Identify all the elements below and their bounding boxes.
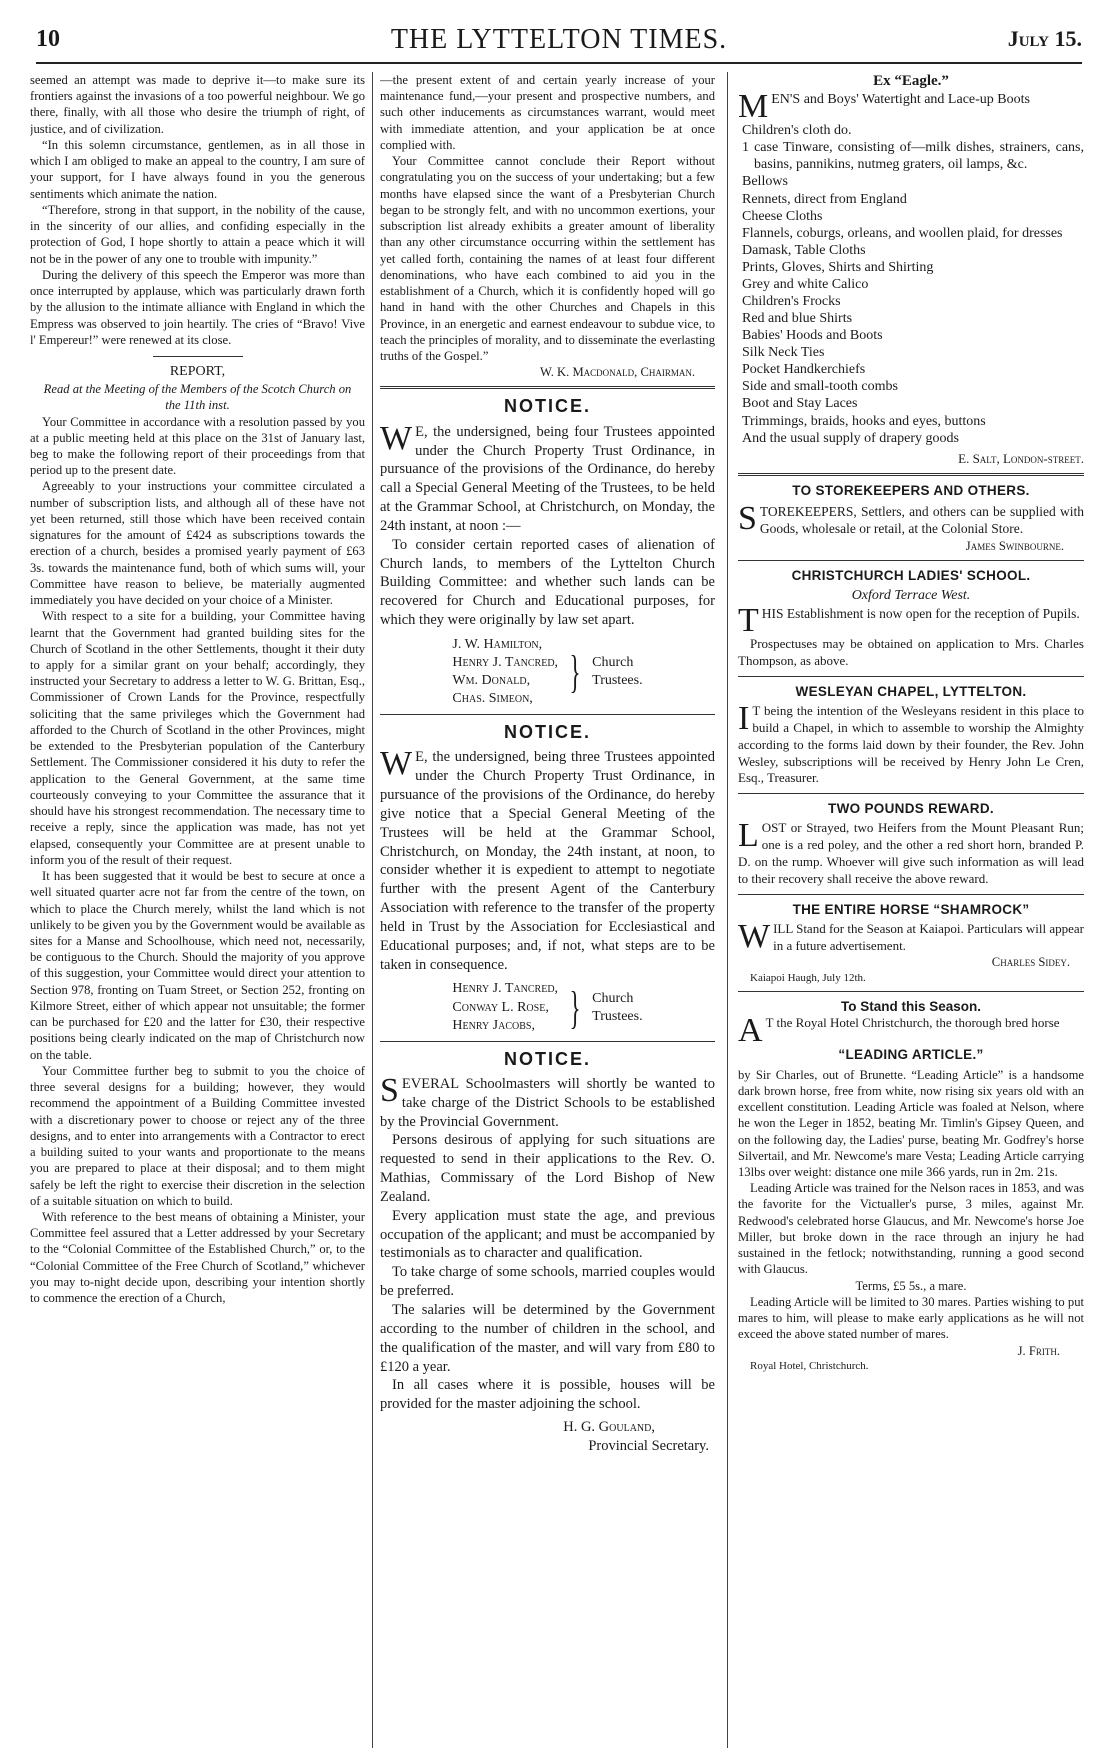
notice-body: E, the undersigned, being four Trustees appointed under the Church Property Trust Ordinance, in pursuance of the provisions of the Ordinance, do hereby call a Special General Meeting of the Trustees, to be held at the Grammar School, at Christchurch, on Monday, the 24th instant, at noon :— (380, 423, 715, 534)
signer-role: Church (592, 655, 634, 670)
report-signature: W. K. Macdonald, Chairman. (540, 365, 695, 380)
ad-body: T being the intention of the Wesleyans resident in this place to build a Chapel, in which to assemble to worship the Almighty according to the forms laid down by their founder, the Rev. John Wesley, subscriptions will be received by Henry John Le Cren, Esq., Treasurer. (738, 703, 1084, 786)
ad-signer: James Swinbourne. (965, 538, 1064, 553)
drop-cap: A (738, 1012, 763, 1050)
drop-cap: W (380, 745, 413, 783)
ad-body: ILL Stand for the Season at Kaiapoi. Particulars will appear in a future advertisement. (773, 920, 1084, 953)
divider (153, 356, 243, 357)
notice-body: E, the undersigned, being three Trustees appointed under the Church Property Trust Ordinance, in pursuance of the provisions of the Ordinance, do hereby give notice that a Special General Meeting of the Trustees will be held at the Grammar School, Christchurch, on Monday, the 24th instant, at noon, to consider whether it is expedient to attempt to negotiate further with the present Agent of the Canterbury Association with reference to the transfer of the property held in Trust by the Association for Ecclesiastical and Educational purposes; and, if not, what steps are to be taken in consequence. (380, 749, 715, 973)
column-rule (727, 72, 728, 1748)
ad-paragraph: Leading Article will be limited to 30 mares. Parties wishing to put mares to him, will please to make early applications as he will not exceed the above stated number of mares. (738, 1294, 1084, 1342)
ad-wesleyan-chapel (738, 683, 1084, 787)
notice-paragraph: The salaries will be determined by the Government according to the number of children in the school, and the qualification of the master, and will vary from £80 to £120 a year. (380, 1301, 715, 1375)
ad-signer: J. Frith. (1017, 1343, 1060, 1358)
brace: } (569, 981, 581, 1033)
list-item: Cheese Cloths (742, 208, 823, 224)
list-item: Prints, Gloves, Shirts and Shirting (742, 259, 934, 275)
notice-trustees-three (380, 721, 715, 1034)
divider (738, 676, 1084, 677)
notice-paragraph: To take charge of some schools, married couples would be preferred. (380, 1264, 715, 1300)
drop-cap: I (738, 700, 750, 738)
issue-date: July 15. (1007, 26, 1082, 51)
column-1 (30, 72, 365, 1748)
signer-role: Trustees. (592, 1008, 643, 1024)
list-item: Children's cloth do. (742, 123, 852, 139)
ad-place: Royal Hotel, Christchurch. (750, 1359, 869, 1372)
ad-paragraph: Leading Article was trained for the Nelson races in 1853, and was the favorite for the Victualler's purse, 3 miles, against Mr. Redwood's celebrated horse Glaucus, and Mr. Newcome's horse Joe Miller, but broke down in the race through an injury he had sustained in the fetlock; notwithstanding, running a good second with Glaucus. (738, 1181, 1084, 1277)
signer-name: Wm. Donald, (452, 673, 531, 689)
notice-heading: NOTICE. (503, 1048, 591, 1069)
ad-intro: T the Royal Hotel Christchurch, the thorough bred horse (765, 1015, 1060, 1031)
list-item: Bellows (742, 174, 788, 190)
signer-name: Henry J. Tancred, (452, 981, 559, 997)
report-paragraph: Your Committee in accordance with a resolution passed by you at a public meeting held at this place on the 31st of January last, beg to make the following report of their proceedings from that period up to the present date. (30, 414, 365, 478)
ad-heading: CHRISTCHURCH LADIES' SCHOOL. (791, 567, 1031, 583)
speech-paragraph: seemed an attempt was made to deprive it—to make sure its frontiers against the invasions of a too powerful neighbour. We go there, finally, with all those who desire the triumph of right, of justice, and of civilization. (30, 73, 365, 136)
ad-heading: WESLEYAN CHAPEL, LYTTELTON. (795, 683, 1027, 699)
brace: } (569, 646, 581, 698)
ad-terms: Terms, £5 5s., a mare. (855, 1278, 967, 1293)
signer-name: H. G. Gouland, (563, 1419, 655, 1436)
signer-name: Chas. Simeon, (452, 691, 533, 707)
report-paragraph: With respect to a site for a building, your Committee having learnt that the Government had granted building sites for the Church of Scotland in the other Settlements, thought it their duty to apply for a similar grant on your behalf; accordingly, they instructed your Secretary to address a letter to W. G. Brittan, Esq., Commissioner of Crown Lands for the Province, respectfully soliciting that the same privileges which the Government had afforded to the Church of Scotland in the other Provinces, might be extended to the Presbyterian population of the Canterbury Settlement. The Commissioner considered it his duty to refer the application to the General Government, at the same time courteously conveying to your Committee the assurance that it should have his strongest recommendation. The necessary time to receive a reply, since the application was made, has not yet elapsed, consequently your Committee are at present unable to inform you of the result of their request. (30, 609, 365, 867)
report-paragraph: —the present extent of and certain yearly increase of your maintenance fund,—your present and prospective numbers, and such other inducements as circumstances warrant, would meet with immediate attention, and your application be at once complied with. (380, 73, 715, 152)
ad-signer: Charles Sidey. (991, 955, 1070, 970)
divider (738, 991, 1084, 992)
list-item: And the usual supply of drapery goods (742, 430, 959, 446)
ad-heading: To Stand this Season. (840, 998, 982, 1014)
signer-name: J. W. Hamilton, (452, 636, 543, 652)
page-number: 10 (36, 26, 60, 52)
speech-paragraph: “In this solemn circumstance, gentlemen, as in all those in which I am obliged to make an appeal to the country, I am sure of your support, for I have always found in you the generous sentiments which animate the nation. (30, 137, 365, 201)
drop-cap: S (380, 1071, 399, 1109)
signer-role: Trustees. (592, 673, 643, 689)
ad-body: OST or Strayed, two Heifers from the Mount Pleasant Run; one is a red poley, and the other a red short horn, branded P. D. on the rump. Whoever will give such information as will lead to their recovery shall receive the above reward. (738, 820, 1084, 886)
masthead (36, 22, 1082, 64)
notice-heading: NOTICE. (503, 722, 591, 743)
divider (380, 1041, 715, 1042)
ad-heading: TO STOREKEEPERS AND OTHERS. (792, 483, 1030, 499)
ad-heading: Ex “Eagle.” (873, 73, 949, 89)
drop-cap: W (380, 419, 413, 457)
ad-place: Kaiapoi Haugh, July 12th. (750, 971, 866, 984)
signer-name: Henry J. Tancred, (452, 655, 559, 670)
notice-heading: NOTICE. (503, 396, 591, 417)
ad-reward (738, 800, 1084, 887)
divider (738, 473, 1084, 476)
list-item: Damask, Table Cloths (742, 242, 866, 258)
ad-heading: THE ENTIRE HORSE “SHAMROCK” (792, 901, 1030, 917)
report-paragraph: Agreeably to your instructions your committee circulated a number of subscription lists, and although all of these have not yet been returned, still those which have been received contain signatures for the amount of £424 as subscriptions towards the erection of a church, besides a promised yearly payment of £63 3s. towards the maintenance fund, both of which sums will, your Committee have reason to believe, be materially augmented immediately you have decided on your choice of a Minister. (30, 479, 365, 608)
ad-body: Prospectuses may be obtained on application to Mrs. Charles Thompson, as above. (738, 636, 1084, 669)
column-3 (738, 72, 1084, 1748)
list-item: 1 case Tinware, consisting of—milk dishes, strainers, cans, basins, pannikins, nutmeg graters, oil lamps, &c. (742, 140, 1084, 173)
ad-first-item: EN'S and Boys' Watertight and Lace-up Boots (771, 92, 1030, 108)
list-item: Boot and Stay Laces (742, 396, 858, 412)
ad-body: HIS Establishment is now open for the reception of Pupils. (761, 606, 1080, 622)
list-item: Children's Frocks (742, 294, 841, 310)
divider (738, 560, 1084, 561)
column-rule (372, 72, 373, 1748)
ad-leading-article (738, 998, 1084, 1373)
list-item: Red and blue Shirts (742, 311, 853, 327)
speech-paragraph: “Therefore, strong in that support, in the nobility of the cause, in the sincerity of our allies, and confiding especially in the protection of God, I hope shortly to attain a peace which it will not be in the power of any one to trouble with impunity.” (30, 202, 365, 266)
report-paragraph: It has been suggested that it would be best to secure at once a well situated quarter acre not far from the centre of the town, on which to place the Church merely, whilst the land which is not unlikely to be given you by the Government would be available as sites for a Manse and Schoolhouse, which need not, necessarily, be contiguous to the Church. Should the majority of you approve of this suggestion, your Committee would direct your attention to Section 978, fronting on Tuam Street, or Section 252, fronting on Kilmore Street, either of which appear not unsuitable; the former can be purchased for £20 and the latter for £30, their respective positions being clearly indicated on the map of Christchurch now on the table. (30, 869, 365, 1062)
speech-paragraph: During the delivery of this speech the Emperor was more than once interrupted by applause, which was particularly drawn forth by the allusion to the intimate alliance with England in which the Empress was observed to join heartily. The cries of “Bravo! Vive l' Empereur!” were renewed at its close. (30, 267, 365, 347)
divider (380, 714, 715, 715)
list-item: Grey and white Calico (742, 276, 869, 292)
notice-body: EVERAL Schoolmasters will shortly be wanted to take charge of the District Schools to be established by the Provincial Government. (380, 1075, 715, 1130)
ad-shamrock (738, 901, 1084, 985)
drop-cap: M (738, 88, 769, 126)
list-item: Trimmings, braids, hooks and eyes, buttons (742, 413, 986, 429)
ad-storekeepers (738, 482, 1084, 553)
list-item: Pocket Handkerchiefs (742, 362, 866, 378)
notice-paragraph: Every application must state the age, and previous occupation of the applicant; and must be accompanied by testimonials as to character and qualification. (380, 1207, 715, 1262)
signer-name: Henry Jacobs, (452, 1017, 535, 1033)
divider (380, 386, 715, 389)
notice-paragraph: Persons desirous of applying for such situations are requested to send in their applications to the Rev. O. Mathias, Commissary of the Lord Bishop of New Zealand. (380, 1132, 715, 1205)
list-item: Side and small-tooth combs (742, 379, 898, 395)
signer-role: Provincial Secretary. (588, 1437, 709, 1454)
divider (738, 793, 1084, 794)
signer-role: Church (592, 990, 634, 1006)
report-paragraph: Your Committee cannot conclude their Report without congratulating you on the success of your undertaking; but a few months have elapsed since the want of a Presbyterian Church began to be strongly felt, and with no uncommon exertions, your subscription list already exhibits a greater amount of liberality than any other circumstance occurring within the settlement has yet called forth, containing the names of at least four different denominations, who have each combined to aid you in the establishment of a Church, which it is confidently hoped will go hand in hand with the other Churches and Chapels in this Province, in an energetic and earnest endeavour to subdue vice, to teach the principles of morality, and to disseminate the everlasting truths of the Gospel.” (380, 154, 715, 363)
list-item: Rennets, direct from England (742, 191, 907, 207)
horse-name: “LEADING ARTICLE.” (838, 1047, 984, 1063)
signer-name: Conway L. Rose, (452, 999, 549, 1015)
drop-cap: W (738, 917, 771, 955)
newspaper-title: THE LYTTELTON TIMES. (390, 24, 728, 55)
report-paragraph: With reference to the best means of obtaining a Minister, your Committee feel assured that a Letter addressed by your Secretary to the “Colonial Committee of the Established Church,” or, to the “Colonial Committee of the Free Church of Scotland,” whichever you may to-night decide upon, describing your intention shortly to commence the erection of a Church, (30, 1209, 365, 1306)
list-item: Silk Neck Ties (742, 345, 825, 361)
notice-paragraph: In all cases where it is possible, houses will be provided for the master adjoining the school. (380, 1377, 715, 1413)
ad-subheading: Oxford Terrace West. (851, 588, 971, 604)
ad-signer: E. Salt, London-street. (958, 450, 1084, 466)
notice-body: To consider certain reported cases of alienation of Church lands, to members of the Lyttelton Church Building Committee: and whether such lands can be recovered for Church and Educational purposes, for which they were originally by law set apart. (380, 536, 715, 629)
report-title: REPORT, (169, 363, 226, 379)
column-2 (380, 72, 715, 1748)
list-item: Babies' Hoods and Boots (742, 328, 883, 344)
drop-cap: T (738, 602, 759, 640)
ad-eagle (738, 72, 1084, 467)
drop-cap: L (738, 817, 759, 855)
notice-schoolmasters (380, 1048, 715, 1456)
divider (738, 894, 1084, 895)
report-subtitle: Read at the Meeting of the Members of the Scotch Church on the 11th inst. (43, 382, 352, 413)
list-item: Flannels, coburgs, orleans, and woollen plaid, for dresses (742, 225, 1063, 241)
drop-cap: S (738, 499, 757, 537)
ad-heading: TWO POUNDS REWARD. (828, 801, 994, 817)
notice-trustees-four (380, 395, 715, 708)
ad-paragraph: by Sir Charles, out of Brunette. “Leading Article” is a handsome dark brown horse, free from white, now rising six years old with an excellent constitution. Leading Article was foaled at Nelson, where he won the Leger in 1852, beating Mr. Timlin's Gipsey Queen, and on the following day, the Ladies' purse, beating Mr. Godfrey's horse Silvertail, and Mr. Newcome's mare Vesta; Leading Article carrying 13lbs over weight: distance one mile 366 yards, run in 2m. 21s. (738, 1067, 1084, 1179)
ad-body: TOREKEEPERS, Settlers, and others can be supplied with Goods, wholesale or retail, at the Colonial Store. (759, 503, 1084, 537)
ad-ladies-school (738, 567, 1084, 670)
report-paragraph: Your Committee further beg to submit to you the choice of three several designs for a building; however, they would recommend the appointment of a Building Committee invested with a discretionary power to choose or reject any of the three designs, and to enter into arrangements with a Contractor to erect a building suited to your wants and proportionate to the means you are prepared to place at their disposal; and to them might safely be left the right to exercise their discretion in the selection of a suitable situation on which to build. (30, 1063, 365, 1208)
